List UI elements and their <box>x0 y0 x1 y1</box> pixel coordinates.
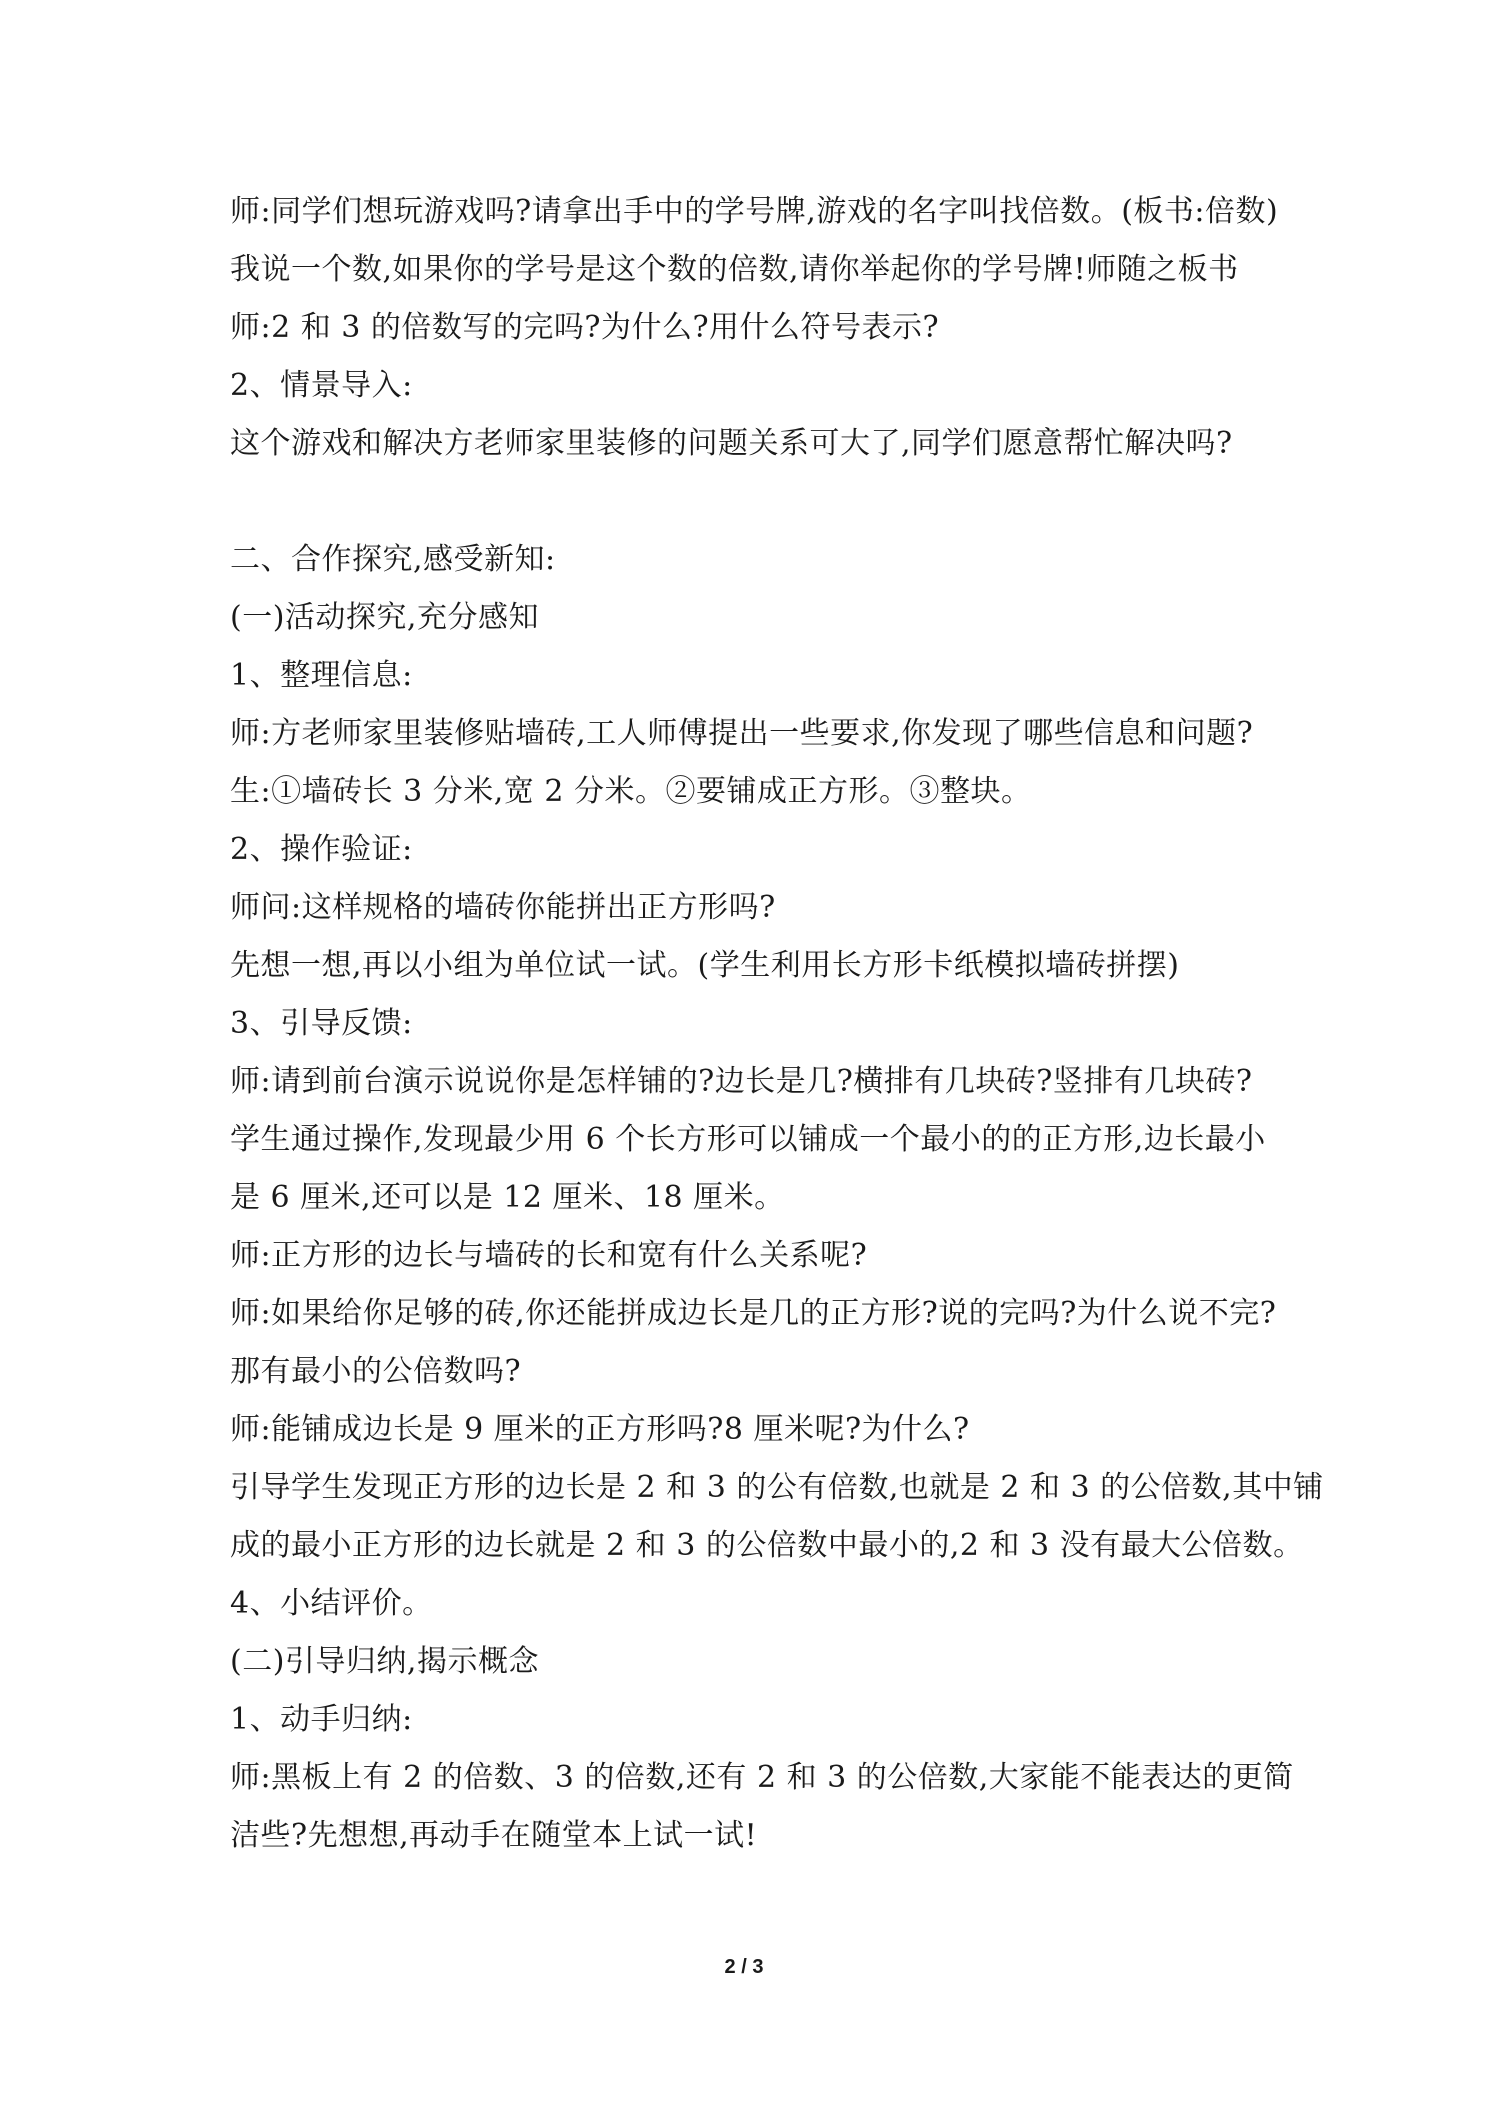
text-line: 那有最小的公倍数吗? <box>230 1354 522 1389</box>
text-line: 师:请到前台演示说说你是怎样铺的?边长是几?横排有几块砖?竖排有几块砖? <box>230 1064 1253 1099</box>
text-line: 师:2 和 3 的倍数写的完吗?为什么?用什么符号表示? <box>230 310 940 345</box>
text-line: 洁些?先想想,再动手在随堂本上试一试! <box>230 1818 758 1853</box>
text-line: 师:如果给你足够的砖,你还能拼成边长是几的正方形?说的完吗?为什么说不完? <box>230 1296 1277 1331</box>
text-line: 生:①墙砖长 3 分米,宽 2 分米。②要铺成正方形。③整块。 <box>230 774 1032 809</box>
step-heading: 3、引导反馈: <box>230 1006 413 1041</box>
page-number: 2 / 3 <box>724 1956 764 1978</box>
text-line: 我说一个数,如果你的学号是这个数的倍数,请你举起你的学号牌!师随之板书 <box>230 252 1239 287</box>
text-line: 引导学生发现正方形的边长是 2 和 3 的公有倍数,也就是 2 和 3 的公倍数,其中铺 <box>230 1470 1324 1505</box>
step-heading: 1、整理信息: <box>230 658 413 693</box>
step-heading: 2、操作验证: <box>230 832 413 867</box>
text-line: 这个游戏和解决方老师家里装修的问题关系可大了,同学们愿意帮忙解决吗? <box>230 426 1233 461</box>
text-line: 师:方老师家里装修贴墙砖,工人师傅提出一些要求,你发现了哪些信息和问题? <box>230 716 1254 751</box>
text-line: 师问:这样规格的墙砖你能拼出正方形吗? <box>230 890 776 925</box>
step-heading: 1、动手归纳: <box>230 1702 413 1737</box>
text-line: 师:正方形的边长与墙砖的长和宽有什么关系呢? <box>230 1238 868 1273</box>
section-heading: 二、合作探究,感受新知: <box>230 542 556 577</box>
text-line: 师:能铺成边长是 9 厘米的正方形吗?8 厘米呢?为什么? <box>230 1412 970 1447</box>
step-heading: 4、小结评价。 <box>230 1586 433 1621</box>
text-line: 师:黑板上有 2 的倍数、3 的倍数,还有 2 和 3 的公倍数,大家能不能表达的更简 <box>230 1760 1294 1795</box>
document-body <box>230 183 1324 1865</box>
text-line: 成的最小正方形的边长就是 2 和 3 的公倍数中最小的,2 和 3 没有最大公倍数。 <box>230 1528 1304 1563</box>
text-line: 学生通过操作,发现最少用 6 个长方形可以铺成一个最小的的正方形,边长最小 <box>230 1122 1266 1157</box>
text-line: 师:同学们想玩游戏吗?请拿出手中的学号牌,游戏的名字叫找倍数。(板书:倍数) <box>230 194 1279 229</box>
text-line: 是 6 厘米,还可以是 12 厘米、18 厘米。 <box>230 1180 785 1215</box>
subsection-heading: (二)引导归纳,揭示概念 <box>230 1644 539 1679</box>
subsection-heading: (一)活动探究,充分感知 <box>230 600 539 635</box>
text-line: 先想一想,再以小组为单位试一试。(学生利用长方形卡纸模拟墙砖拼摆) <box>230 948 1180 983</box>
blank-line <box>230 473 1290 531</box>
section-heading: 2、情景导入: <box>230 368 413 403</box>
